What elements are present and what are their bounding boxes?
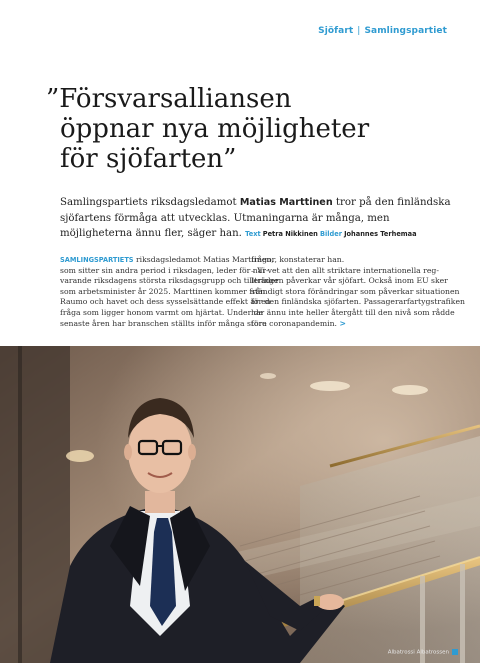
portrait-illustration [0,346,480,663]
byline-text-label: Text [245,230,261,238]
lead-text-start: Samlingspartiets riksdagsledamot [60,197,240,208]
page-marker [452,649,458,655]
body-line: har ännu inte heller återgått till den nivå som rådde [251,307,455,317]
subsection-label: Samlingspartiet [364,26,447,36]
byline-text-author: Petra Nikkinen [262,230,318,238]
body-column-1 [60,255,279,329]
lead-text-end: tror på den finländska sjöfartens förmåga att utvecklas. Utmaningarna är många, men möjligheterna ännu fler, säger han. [60,197,451,239]
body-line: Raumo och havet och dess sysselsättande effekt är en [60,297,271,307]
body-line: – Vi vet att den allt striktare internationella reg- [251,265,439,275]
body-line: före coronapandemin. > [251,318,346,328]
footer-publication: Albatrossi Albatrossen [387,649,449,655]
section-header [318,26,447,36]
body-line: frågor, konstaterar han. [251,255,345,264]
body-line: SAMLINGSPARTIETS riksdagsledamot Matias Marttinen, [60,255,274,264]
page-footer [388,649,458,656]
body-line: som sitter sin andra period i riksdagen, leder för när- [60,265,269,275]
byline-photo-label: Bilder [319,230,342,238]
lead-person-name: Matias Marttinen [239,197,333,208]
body-line: ständigt stora förändringar som påverkar situationen [251,286,460,296]
byline-photo-author: Johannes Terhemaa [344,230,417,238]
continue-arrow-icon: > [339,318,346,328]
title-line-1: ”Försvarsalliansen [46,84,292,114]
body-line: för den finländska sjöfarten. Passagerarfartygstrafiken [251,297,465,307]
body-lead-caps: SAMLINGSPARTIETS [60,256,134,264]
article-lead [60,195,460,243]
article-title [46,84,466,174]
body-line: som arbetsminister år 2025. Marttinen kommer från [60,286,266,296]
byline [245,230,416,238]
body-line: leringen påverkar vår sjöfart. Också inom EU sker [251,276,448,286]
body-line: fråga som ligger honom varmt om hjärtat. Under de [60,307,264,317]
title-line-2: öppnar nya möjligheter [60,114,370,144]
header-separator: | [357,26,361,36]
title-line-3: för sjöfarten” [60,144,237,174]
portrait-photo [0,346,480,663]
body-column-2 [251,255,465,329]
body-line: varande riksdagens största riksdagsgrupp och tillträder [60,276,279,286]
body-line: senaste åren har branschen ställts inför många stora [60,318,267,328]
section-label: Sjöfart [318,26,354,36]
